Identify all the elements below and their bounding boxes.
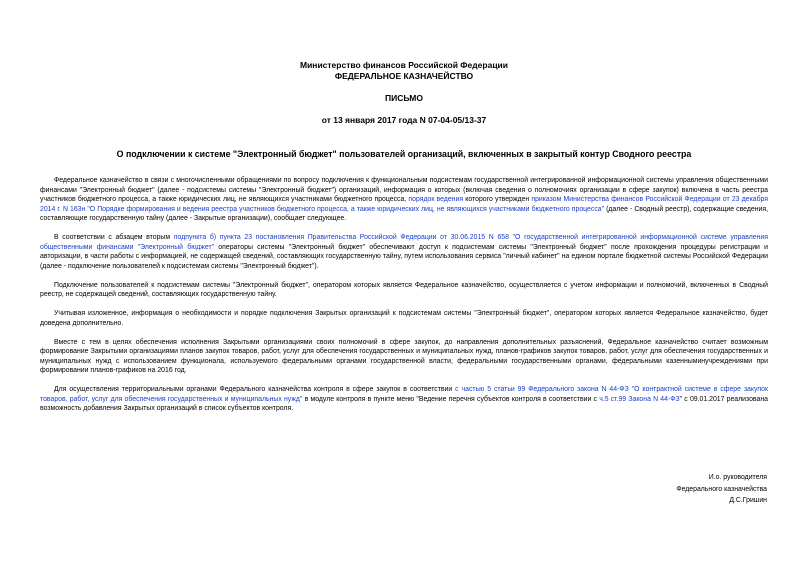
paragraph-2 [40, 233, 768, 271]
link-poryadok-vedeniya[interactable]: порядок ведения [408, 196, 464, 203]
document-type: ПИСЬМО [385, 93, 423, 103]
paragraph-4: Учитывая изложенное, информация о необходимости и порядке подключения Закрытых организаций к подсистемам системы "Электронный бюджет", оператором которых является Федеральное казначейство, будет доведена дополнительно. [40, 310, 768, 327]
paragraph-1 [40, 176, 768, 224]
signature-block [676, 472, 767, 507]
link-44fz-ch5-st99[interactable]: ч.5 ст.99 Закона N 44-ФЗ [599, 395, 680, 403]
paragraph-6 [40, 385, 768, 414]
paragraph-5: Вместе с тем в целях обеспечения исполнения Закрытыми организациями своих полномочий в сфере закупок, до направления дополнительных разъяснений, Федеральное казначейство считает возможным формирование Закрытыми организациями планов закупок товаров, работ, услуг для обеспечения государственных и муниципальных нужд, планов-графиков закупок товаров, работ, услуг для обеспечения государственных и муниципальных нужд с использованием функционала, используемого федеральными органами государственной власти, федеральными государственными органами, федеральными казенныминучреждениями при формировании планов-графиков на 2016 год. [40, 338, 768, 374]
signature-position-line2: Федерального казначейства [676, 485, 767, 493]
paragraph-3: Подключение пользователей к подсистемам системы "Электронный бюджет", оператором которых является Федеральное казначейство, осуществляется с учетом информации и полномочий, включенных в Сводный реестр, не содержащей сведений, составляющих государственную тайну. [40, 281, 768, 298]
agency-name: ФЕДЕРАЛЬНОЕ КАЗНАЧЕЙСТВО [334, 71, 474, 81]
link-postanovlenie-658[interactable]: подпункта б) пункта 23 постановления Правительства Российской Федерации от 30.06.2015 N 658 "О государственной интегрированной информационной системе управления общественными финансами "Электронный бюджет" [40, 234, 768, 251]
paragraph-text: в модуле контроля в пункте меню "Ведение перечня субъектов контроля в соответствии с [302, 395, 600, 403]
document-body [40, 176, 768, 414]
link-prikaz-minfin-163n[interactable]: приказом Министерства финансов Российской Федерации от 23 декабря 2014 г. N 163н "О Порядке формирования и ведения реестра участников бюджетного процесса, а также юридических лиц, не являющихся участниками бюджетного процесса" [40, 196, 768, 213]
signature-name: Д.С.Гришин [729, 497, 767, 504]
paragraph-text: операторы системы "Электронный бюджет" обеспечивают доступ к подсистемам системы "Электронный бюджет" после прохождения процедуры регистрации и авторизации, в части работы с информацией, не содержащей сведений, составляющих государственную тайну, путем использования сервиса "личный кабинет" на едином портале бюджетной системы Российской Федерации (далее - подключение пользователей к подсистемам системы "Электронный бюджет"). [40, 243, 768, 270]
paragraph-text: которого утвержден [463, 196, 532, 203]
link-44fz-article-99[interactable]: с частью 5 статьи 99 Федерального закона N 44-ФЗ "О контрактной системе в сфере закупок товаров, работ, услуг для обеспечения государственных и муниципальных нужд" [40, 386, 768, 403]
paragraph-text: " с 09.01.2017 реализована возможность добавления Закрытых организаций в список субъектов контроля. [40, 395, 768, 412]
paragraph-text: (далее - Сводный реестр), содержащие сведения, составляющие государственную тайну (далее - Закрытые организации), сообщает следующее. [40, 205, 768, 222]
signature-position-line1: И.о. руководителя [708, 474, 767, 481]
document-subject: О подключении к системе "Электронный бюджет" пользователей организаций, включенных в закрытый контур Сводного реестра [116, 149, 692, 159]
paragraph-text: Федеральное казначейство в связи с многочисленными обращениями по вопросу подключения к функциональным подсистемам государственной интегрированной информационной системы управления общественными финансами "Электронный бюджет" (далее - подсистемы системы "Электронный бюджет") организаций, информация о которых (включая сведения о полномочиях организации в сфере закупок) включена в часть реестра участников бюджетного процесса, а также юридических лиц, не являющихся участниками бюджетного процесса, [40, 177, 768, 203]
paragraph-text: В соответствии с абзацем вторым [54, 234, 174, 241]
document-page [40, 60, 768, 423]
document-date-number: от 13 января 2017 года N 07-04-05/13-37 [321, 115, 487, 125]
paragraph-text: Для осуществления территориальными органами Федерального казначейства контроля в сфере закупок в соответствии [54, 386, 456, 393]
ministry-name: Министерство финансов Российской Федерации [300, 60, 508, 70]
